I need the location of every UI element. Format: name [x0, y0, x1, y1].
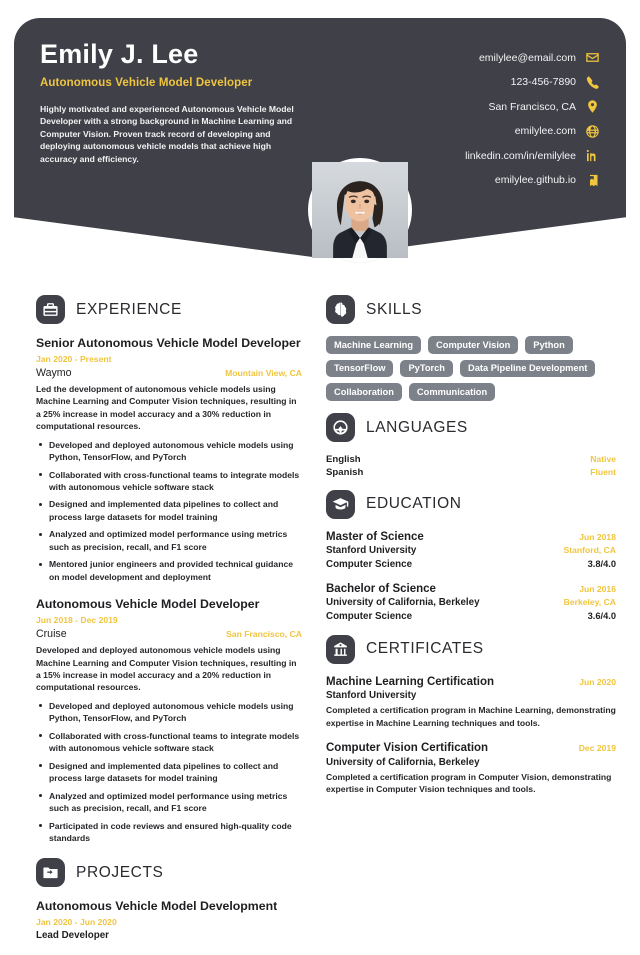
certificate-description: Completed a certification program in Computer Vision, demonstrating expertise in Computer Vision techniques and tools. [326, 771, 612, 795]
contact-github-text: emilylee.github.io [494, 174, 576, 186]
location-pin-icon [585, 99, 600, 114]
section-header-skills [326, 295, 616, 324]
education-gpa: 3.6/4.0 [587, 610, 616, 621]
language-level: Fluent [590, 466, 616, 477]
certificate-entry [326, 742, 616, 795]
section-experience [36, 295, 302, 844]
right-column [318, 275, 640, 955]
education-date: Jun 2016 [579, 583, 616, 594]
languages-list [326, 454, 616, 478]
experience-bullet-list [36, 700, 302, 845]
experience-role: Autonomous Vehicle Model Developer [36, 597, 260, 612]
education-major: Computer Science [326, 610, 413, 622]
education-date: Jun 2018 [579, 531, 616, 542]
experience-description: Led the development of autonomous vehicle models using Machine Learning and Computer Vision techniques, resulting in a 25% increase in model accuracy and a 30% reduction in computational resources. [36, 383, 297, 432]
contact-location-text: San Francisco, CA [488, 100, 576, 113]
section-projects [36, 858, 302, 941]
briefcase-icon [36, 295, 65, 324]
certificate-name: Machine Learning Certification [326, 675, 495, 688]
certificate-description: Completed a certification program in Machine Learning, demonstrating expertise in Machine Learning techniques and tools. [326, 705, 616, 728]
certificate-date: Dec 2019 [578, 743, 616, 754]
contact-item-github[interactable] [495, 173, 600, 188]
resume-header [0, 0, 640, 275]
certificate-entry [326, 676, 616, 729]
section-skills [326, 295, 616, 401]
section-title-skills: SKILLS [366, 300, 423, 318]
left-column [0, 275, 318, 955]
contact-website-text: emilylee.com [514, 125, 576, 137]
section-title-projects: PROJECTS [76, 863, 164, 881]
avatar [308, 158, 412, 262]
language-level: Native [590, 454, 616, 465]
phone-icon [585, 75, 600, 90]
contact-item-phone[interactable] [511, 75, 600, 90]
graduation-cap-icon [326, 490, 355, 519]
certificate-date: Jun 2020 [579, 676, 616, 687]
skill-tag: Machine Learning [326, 336, 421, 354]
globe-icon [326, 413, 355, 442]
header-summary: Highly motivated and experienced Autonomous Vehicle Model Developer with a strong background in Machine Learning and Computer Vision. Proven track record of developing and deploying autonomous vehicle models that achieve high accuracy and efficiency. [40, 103, 294, 164]
folder-icon [36, 858, 65, 887]
education-gpa: 3.8/4.0 [587, 558, 616, 569]
education-location: Stanford, CA [563, 545, 616, 556]
section-languages [326, 413, 616, 478]
section-education [326, 490, 616, 622]
institution-icon [326, 635, 355, 664]
experience-company: Cruise [36, 628, 67, 641]
education-school: Stanford University [326, 545, 417, 557]
list-item: Designed and implemented data pipelines to collect and process large datasets for model training [36, 498, 302, 523]
section-header-education [326, 490, 616, 519]
experience-location: San Francisco, CA [226, 629, 302, 640]
section-header-certificates [326, 635, 616, 664]
list-item: Mentored junior engineers and provided technical guidance on model development and deployment [36, 558, 302, 583]
experience-entry [36, 336, 302, 583]
list-item: Analyzed and optimized model performance using metrics such as precision, recall, and F1 score [36, 528, 302, 553]
section-title-experience: EXPERIENCE [76, 300, 182, 318]
resume-body [0, 275, 640, 955]
contact-linkedin-text: linkedin.com/in/emilylee [465, 149, 576, 162]
list-item: Collaborated with cross-functional teams to integrate models with autonomous vehicle software stack [36, 730, 302, 755]
project-name: Autonomous Vehicle Model Development [36, 899, 278, 914]
page-title: Emily J. Lee [40, 39, 199, 69]
section-header-projects [36, 858, 302, 887]
section-title-education: EDUCATION [366, 495, 462, 513]
header-left [40, 40, 340, 258]
certificate-org: Stanford University [326, 690, 417, 702]
experience-company: Waymo [36, 366, 72, 379]
email-icon [585, 50, 600, 65]
contact-email-text: emilylee@email.com [478, 51, 576, 64]
brain-icon [326, 295, 355, 324]
linkedin-icon [585, 148, 600, 163]
list-item: Analyzed and optimized model performance using metrics such as precision, recall, and F1 score [36, 790, 302, 815]
skill-tag: TensorFlow [326, 360, 393, 378]
education-school: University of California, Berkeley [326, 597, 480, 609]
skill-tag: Communication [409, 383, 495, 401]
certificate-org: University of California, Berkeley [326, 756, 480, 768]
section-certificates [326, 635, 616, 796]
contact-item-email[interactable] [479, 50, 600, 65]
skill-tag: Python [525, 336, 573, 354]
education-location: Berkeley, CA [563, 597, 616, 608]
skill-tag: Collaboration [326, 383, 402, 401]
education-entry [326, 583, 616, 622]
experience-date: Jun 2018 - Dec 2019 [36, 615, 118, 626]
experience-location: Mountain View, CA [225, 367, 302, 378]
language-name: English [326, 454, 361, 466]
education-major: Computer Science [326, 558, 413, 570]
experience-date: Jan 2020 - Present [36, 353, 112, 364]
list-item: Collaborated with cross-functional teams to integrate models with autonomous vehicle software stack [36, 469, 302, 494]
github-icon [585, 173, 600, 188]
list-item: Developed and deployed autonomous vehicle models using Python, TensorFlow, and PyTorch [36, 439, 302, 464]
skill-tag: PyTorch [400, 360, 453, 378]
skill-tag: Data Pipeline Development [460, 360, 595, 378]
contact-phone-text: 123-456-7890 [510, 76, 576, 88]
project-entry [36, 899, 302, 941]
section-title-certificates: CERTIFICATES [366, 640, 484, 658]
language-row [326, 467, 616, 478]
experience-role: Senior Autonomous Vehicle Model Developer [36, 336, 301, 350]
globe-icon [585, 124, 600, 139]
contact-item-website[interactable] [515, 124, 600, 139]
contact-item-linkedin[interactable] [465, 148, 600, 163]
header-job-title: Autonomous Vehicle Model Developer [40, 76, 253, 89]
project-role: Lead Developer [36, 930, 109, 942]
project-date: Jan 2020 - Jun 2020 [36, 917, 117, 928]
experience-entry [36, 597, 302, 844]
experience-bullet-list [36, 439, 302, 584]
contact-item-location[interactable] [488, 99, 600, 114]
section-header-languages [326, 413, 616, 442]
education-degree: Bachelor of Science [326, 582, 436, 595]
skill-tag: Computer Vision [428, 336, 518, 354]
certificate-name: Computer Vision Certification [326, 742, 489, 755]
experience-description: Developed and deployed autonomous vehicle models using Machine Learning and Computer Vision techniques, resulting in a 15% increase in model accuracy and a 20% reduction in computational resources. [36, 645, 297, 693]
section-header-experience [36, 295, 302, 324]
language-row [326, 454, 616, 465]
language-name: Spanish [326, 466, 364, 478]
section-title-languages: LANGUAGES [366, 418, 468, 436]
list-item: Participated in code reviews and ensured high-quality code standards [36, 820, 302, 845]
education-entry [326, 531, 616, 570]
list-item: Designed and implemented data pipelines to collect and process large datasets for model training [36, 760, 302, 785]
list-item: Developed and deployed autonomous vehicle models using Python, TensorFlow, and PyTorch [36, 700, 302, 725]
skills-tag-list [326, 336, 616, 401]
education-degree: Master of Science [326, 530, 424, 543]
